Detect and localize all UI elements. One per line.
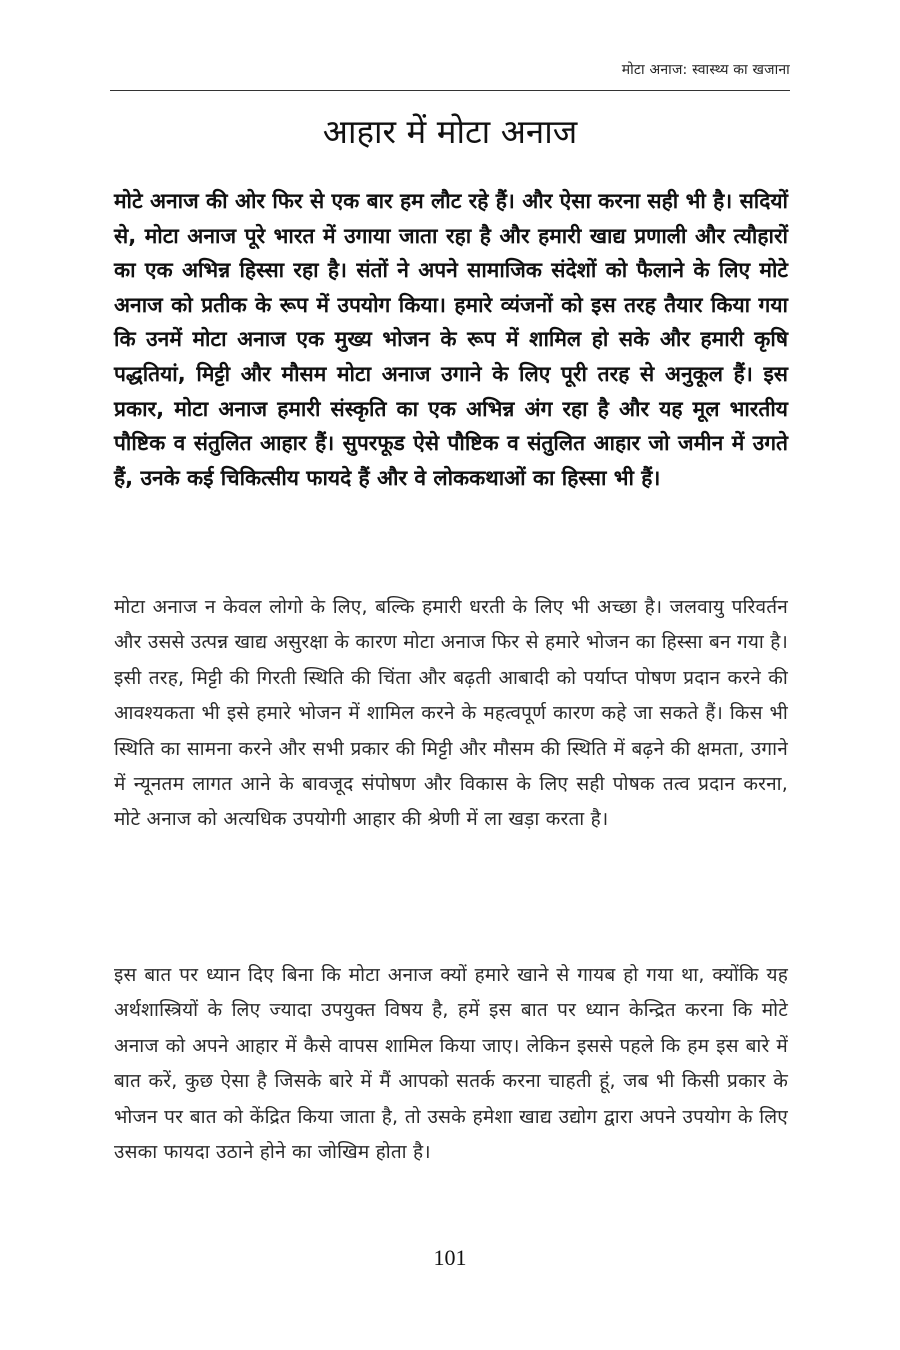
header-divider <box>110 90 790 91</box>
body-paragraph-2: इस बात पर ध्यान दिए बिना कि मोटा अनाज क्यों हमारे खाने से गायब हो गया था, क्योंकि यह अर्थशास्त्रियों के लिए ज्यादा उपयुक्त विषय है, हमें इस बात पर ध्यान केन्द्रित करना कि मोटे अनाज को अपने आहार में कैसे वापस शामिल किया जाए। लेकिन इससे पहले कि हम इस बारे में बात करें, कुछ ऐसा है जिसके बारे में मैं आपको सतर्क करना चाहती हूं, जब भी किसी प्रकार के भोजन पर बात को केंद्रित किया जाता है, तो उसके हमेशा खाद्य उद्योग द्वारा अपने उपयोग के लिए उसका फायदा उठाने होने का जोखिम होता है। <box>114 964 788 1164</box>
body-paragraph-1: मोटा अनाज न केवल लोगो के लिए, बल्कि हमारी धरती के लिए भी अच्छा है। जलवायु परिवर्तन और उससे उत्पन्न खाद्य असुरक्षा के कारण मोटा अनाज फिर से हमारे भोजन का हिस्सा बन गया है। इसी तरह, मिट्टी की गिरती स्थिति की चिंता और बढ़ती आबादी को पर्याप्त पोषण प्रदान करने की आवश्यकता भी इसे हमारे भोजन में शामिल करने के महत्वपूर्ण कारण कहे जा सकते हैं। किस भी स्थिति का सामना करने और सभी प्रकार की मिट्टी और मौसम की स्थिति में बढ़ने की क्षमता, उगाने में न्यूनतम लागत आने के बावजूद संपोषण और विकास के लिए सही पोषक तत्व प्रदान करना, मोटे अनाज को अत्यधिक उपयोगी आहार की श्रेणी में ला खड़ा करता है। <box>114 596 788 831</box>
page-number: 101 <box>433 1245 467 1270</box>
running-header: मोटा अनाज: स्वास्थ्य का खजाना <box>621 62 790 78</box>
intro-paragraph: मोटे अनाज की ओर फिर से एक बार हम लौट रहे हैं। और ऐसा करना सही भी है। सदियों से, मोटा अनाज पूरे भारत में उगाया जाता रहा है और हमारी खाद्य प्रणाली और त्यौहारों का एक अभिन्न हिस्सा रहा है। संतों ने अपने सामाजिक संदेशों को फैलाने के लिए मोटे अनाज को प्रतीक के रूप में उपयोग किया। हमारे व्यंजनों को इस तरह तैयार किया गया कि उनमें मोटा अनाज एक मुख्य भोजन के रूप में शामिल हो सके और हमारी कृषि पद्धतियां, मिट्टी और मौसम मोटा अनाज उगाने के लिए पूरी तरह से अनुकूल हैं। इस प्रकार, मोटा अनाज हमारी संस्कृति का एक अभिन्न अंग रहा है और यह मूल भारतीय पौष्टिक व संतुलित आहार हैं। सुपरफूड ऐसे पौष्टिक व संतुलित आहार जो जमीन में उगते हैं, उनके कई चिकित्सीय फायदे हैं और वे लोककथाओं का हिस्सा भी हैं। <box>114 189 788 490</box>
chapter-title: आहार में मोटा अनाज <box>322 112 578 151</box>
